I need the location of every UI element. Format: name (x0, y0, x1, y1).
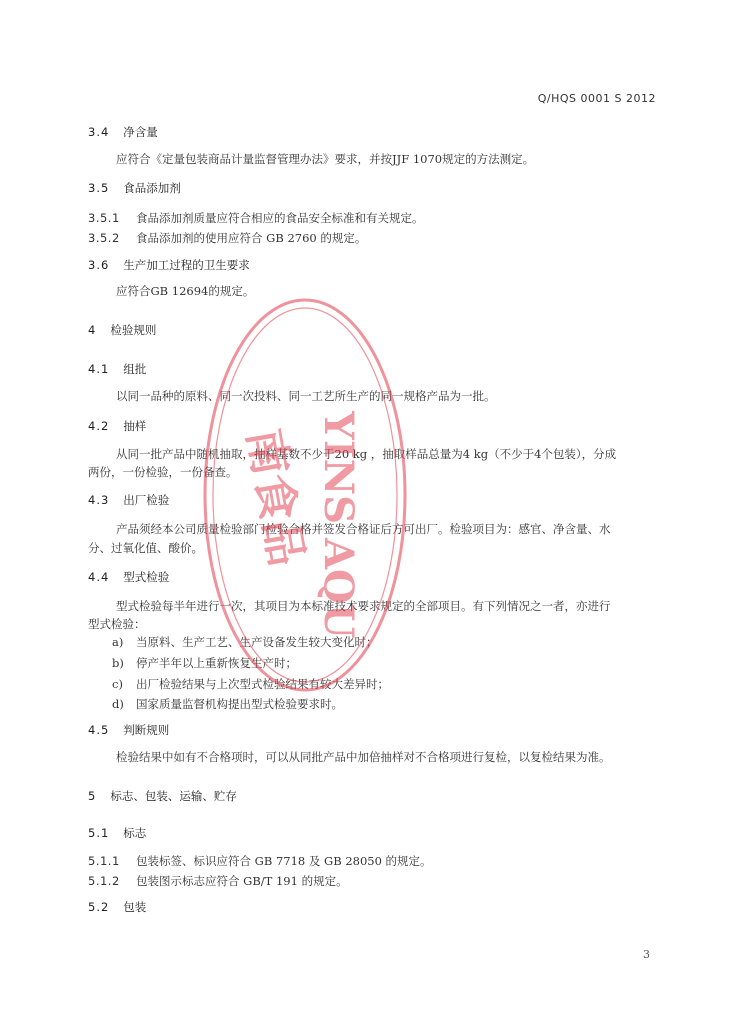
heading-4-3 (88, 492, 169, 508)
clause-number: 3.5.2 (88, 231, 120, 245)
heading-4-4 (88, 569, 169, 585)
section-title: 出厂检验 (123, 493, 170, 507)
section-number: 4.1 (88, 362, 110, 376)
section-number: 4 (88, 323, 97, 337)
page-number: 3 (643, 948, 650, 961)
clause-number: 5.1.2 (88, 874, 120, 888)
section-title: 组批 (123, 362, 147, 376)
clause-text: 包装标签、标识应符合 GB 7718 及 GB 28050 的规定。 (136, 854, 432, 868)
standard-code: Q/HQS 0001 S 2012 (537, 92, 656, 105)
section-number: 5 (88, 789, 97, 803)
heading-3-6 (88, 257, 250, 273)
list-text: 出厂检验结果与上次型式检验结果有较大差异时； (136, 677, 389, 691)
seal-chinese-text: 南食品 (237, 424, 315, 570)
section-number: 3.4 (88, 125, 110, 139)
section-number: 5.2 (88, 900, 110, 914)
heading-5 (88, 788, 237, 804)
list-marker: d) (112, 697, 124, 711)
heading-4-5 (88, 722, 169, 738)
heading-4-2 (88, 418, 146, 434)
list-text: 国家质量监督机构提出型式检验要求时。 (136, 697, 343, 711)
heading-4-1 (88, 361, 146, 377)
section-title: 净含量 (123, 125, 158, 139)
heading-3-4 (88, 124, 158, 140)
section-title: 标志 (123, 826, 147, 840)
section-number: 3.6 (88, 258, 110, 272)
paragraph-3-6: 应符合GB 12694的规定。 (116, 284, 255, 298)
paragraph-4-3-line1: 产品须经本公司质量检验部门检验合格并签发合格证后方可出厂。检验项目为：感官、净含量、水 (116, 522, 611, 536)
heading-4 (88, 322, 156, 338)
clause-text: 包装图示标志应符合 GB/T 191 的规定。 (136, 874, 348, 888)
paragraph-4-2-line1: 从同一批产品中随机抽取，抽样基数不少于20 kg ，抽取样品总量为4 kg（不少于4个包装），分成 (116, 447, 617, 461)
section-number: 4.3 (88, 493, 110, 507)
heading-3-5 (88, 180, 181, 196)
clause-3-5-2 (88, 230, 366, 246)
heading-5-2 (88, 899, 146, 915)
section-title: 检验规则 (110, 323, 157, 337)
list-item-a (112, 634, 378, 650)
list-item-d (112, 696, 343, 712)
paragraph-4-2-line2: 两份，一份检验，一份备查。 (88, 465, 238, 479)
paragraph-4-3-line2: 分、过氧化值、酸价。 (88, 541, 203, 555)
section-title: 包装 (123, 900, 147, 914)
clause-text: 食品添加剂质量应符合相应的食品安全标准和有关规定。 (136, 211, 424, 225)
section-number: 4.4 (88, 570, 110, 584)
list-marker: c) (112, 677, 123, 691)
clause-5-1-1 (88, 853, 432, 869)
section-number: 4.2 (88, 419, 110, 433)
clause-5-1-2 (88, 873, 348, 889)
clause-3-5-1 (88, 210, 424, 226)
section-number: 3.5 (88, 181, 110, 195)
paragraph-4-1: 以同一品种的原料、同一次投料、同一工艺所生产的同一规格产品为一批。 (116, 389, 496, 403)
paragraph-3-4: 应符合《定量包装商品计量监督管理办法》要求，并按JJF 1070规定的方法测定。 (116, 152, 535, 166)
section-title: 食品添加剂 (123, 181, 181, 195)
section-title: 生产加工过程的卫生要求 (123, 258, 250, 272)
paragraph-4-4-line1: 型式检验每半年进行一次，其项目为本标准技术要求规定的全部项目。有下列情况之一者，亦进行 (116, 599, 611, 613)
list-marker: a) (112, 635, 124, 649)
list-item-b (112, 655, 297, 671)
paragraph-4-4-line2: 型式检验： (88, 617, 146, 631)
list-text: 当原料、生产工艺、生产设备发生较大变化时； (136, 635, 378, 649)
section-number: 4.5 (88, 723, 110, 737)
section-title: 标志、包装、运输、贮存 (110, 789, 237, 803)
clause-number: 5.1.1 (88, 854, 120, 868)
clause-text: 食品添加剂的使用应符合 GB 2760 的规定。 (136, 231, 367, 245)
section-title: 抽样 (123, 419, 147, 433)
list-item-c (112, 676, 389, 692)
list-marker: b) (112, 656, 124, 670)
seal-latin-text: YINS AQU (315, 411, 362, 639)
section-title: 型式检验 (123, 570, 170, 584)
paragraph-4-5: 检验结果中如有不合格项时，可以从同批产品中加倍抽样对不合格项进行复检，以复检结果为准。 (116, 750, 611, 764)
list-text: 停产半年以上重新恢复生产时； (136, 656, 297, 670)
clause-number: 3.5.1 (88, 211, 120, 225)
heading-5-1 (88, 825, 146, 841)
section-number: 5.1 (88, 826, 110, 840)
section-title: 判断规则 (123, 723, 170, 737)
